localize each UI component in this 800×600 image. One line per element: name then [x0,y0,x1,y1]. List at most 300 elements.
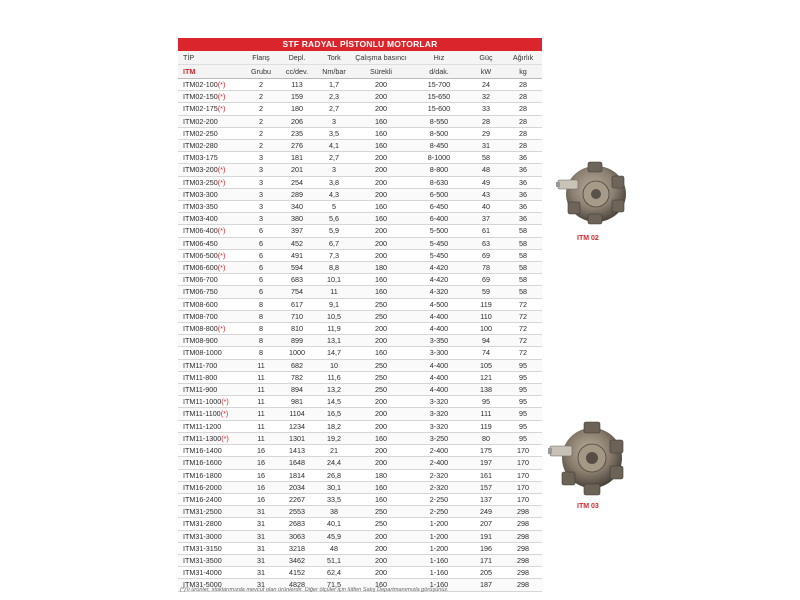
flans-cell: 11 [244,432,278,444]
guc-cell: 205 [468,567,504,579]
tork-cell: 24,4 [316,457,352,469]
guc-cell: 37 [468,213,504,225]
agirlik-cell: 58 [504,225,542,237]
tip-cell [178,249,244,261]
basinc-cell: 250 [352,371,410,383]
depl-cell: 3063 [278,530,316,542]
tip-cell [178,79,244,91]
basinc-cell: 200 [352,79,410,91]
hiz-cell: 8-450 [410,140,468,152]
depl-cell: 452 [278,237,316,249]
agirlik-cell: 298 [504,530,542,542]
basinc-cell: 250 [352,359,410,371]
model-name: ITM02-175 [183,104,218,114]
guc-cell: 24 [468,79,504,91]
tip-cell [178,91,244,103]
guc-cell: 161 [468,469,504,481]
guc-cell: 43 [468,188,504,200]
table-row [178,567,542,579]
table-row [178,127,542,139]
model-name: ITM31-4000 [183,568,222,578]
basinc-cell: 200 [352,164,410,176]
tork-cell: 10,5 [316,310,352,322]
depl-cell: 1814 [278,469,316,481]
depl-cell: 491 [278,249,316,261]
flans-cell: 31 [244,518,278,530]
tip-cell [178,457,244,469]
table-row [178,493,542,505]
tork-cell: 45,9 [316,530,352,542]
header-unit-cell: Sürekli [352,65,410,79]
tork-cell: 62,4 [316,567,352,579]
flans-cell: 11 [244,371,278,383]
stock-marker: (*) [217,263,226,273]
tork-cell: 71,5 [316,579,352,591]
header-unit-cell: cc/dev. [278,65,316,79]
spec-sheet [178,38,542,592]
guc-cell: 175 [468,445,504,457]
model-name: ITM03-350 [183,202,218,212]
basinc-cell: 200 [352,237,410,249]
flans-cell: 8 [244,323,278,335]
basinc-cell: 160 [352,213,410,225]
agirlik-cell: 36 [504,152,542,164]
flans-cell: 3 [244,201,278,213]
flans-cell: 6 [244,249,278,261]
hiz-cell: 3-320 [410,420,468,432]
depl-cell: 1000 [278,347,316,359]
flans-cell: 16 [244,445,278,457]
agirlik-cell: 36 [504,176,542,188]
table-row [178,115,542,127]
basinc-cell: 160 [352,481,410,493]
depl-cell: 683 [278,274,316,286]
tip-cell [178,213,244,225]
flans-cell: 31 [244,542,278,554]
guc-cell: 137 [468,493,504,505]
hiz-cell: 3-320 [410,408,468,420]
guc-cell: 59 [468,286,504,298]
tork-cell: 11,9 [316,323,352,335]
table-row [178,286,542,298]
tork-cell: 13,1 [316,335,352,347]
flans-cell: 31 [244,579,278,591]
model-name: ITM31-3150 [183,543,222,553]
header-cell: Ağırlık [504,51,542,65]
tip-cell [178,152,244,164]
tip-cell [178,469,244,481]
stock-marker: (*) [217,177,226,187]
flans-cell: 6 [244,274,278,286]
depl-cell: 810 [278,323,316,335]
depl-cell: 2034 [278,481,316,493]
tip-cell [178,432,244,444]
guc-cell: 49 [468,176,504,188]
agirlik-cell: 72 [504,335,542,347]
model-name: ITM02-250 [183,128,218,138]
model-name: ITM03-400 [183,214,218,224]
table-row [178,225,542,237]
tip-cell [178,371,244,383]
guc-cell: 197 [468,457,504,469]
stock-marker: (*) [217,92,226,102]
flans-cell: 11 [244,420,278,432]
tip-cell [178,396,244,408]
flans-cell: 3 [244,188,278,200]
table-row [178,164,542,176]
hiz-cell: 1-160 [410,579,468,591]
table-row [178,237,542,249]
flans-cell: 3 [244,213,278,225]
agirlik-cell: 95 [504,384,542,396]
agirlik-cell: 58 [504,286,542,298]
basinc-cell: 160 [352,274,410,286]
guc-cell: 28 [468,115,504,127]
table-row [178,323,542,335]
tip-cell [178,567,244,579]
tork-cell: 13,2 [316,384,352,396]
tork-cell: 3,5 [316,127,352,139]
agirlik-cell: 170 [504,457,542,469]
hiz-cell: 8-800 [410,164,468,176]
tork-cell: 2,3 [316,91,352,103]
guc-cell: 157 [468,481,504,493]
flans-cell: 8 [244,335,278,347]
guc-cell: 69 [468,274,504,286]
depl-cell: 1104 [278,408,316,420]
tip-cell [178,103,244,115]
model-name: ITM16-1400 [183,446,222,456]
basinc-cell: 250 [352,518,410,530]
depl-cell: 2683 [278,518,316,530]
tip-cell [178,445,244,457]
stock-marker: (*) [217,324,226,334]
tork-cell: 8,8 [316,262,352,274]
tork-cell: 4,3 [316,188,352,200]
guc-cell: 105 [468,359,504,371]
model-name: ITM03-250 [183,177,218,187]
guc-cell: 191 [468,530,504,542]
flans-cell: 3 [244,176,278,188]
tork-cell: 5,6 [316,213,352,225]
stock-marker: (*) [217,104,226,114]
flans-cell: 11 [244,396,278,408]
table-row [178,335,542,347]
guc-cell: 48 [468,164,504,176]
guc-cell: 61 [468,225,504,237]
depl-cell: 181 [278,152,316,164]
hiz-cell: 4-400 [410,359,468,371]
header-unit-cell: Grubu [244,65,278,79]
table-row [178,432,542,444]
tip-cell [178,286,244,298]
tork-cell: 9,1 [316,298,352,310]
hiz-cell: 3-300 [410,347,468,359]
flans-cell: 2 [244,91,278,103]
agirlik-cell: 298 [504,554,542,566]
basinc-cell: 160 [352,432,410,444]
model-name: ITM11-1200 [183,421,222,431]
model-name: ITM11-800 [183,372,218,382]
tip-cell [178,530,244,542]
flans-cell: 31 [244,506,278,518]
hiz-cell: 1-200 [410,530,468,542]
model-name: ITM31-3500 [183,555,222,565]
depl-cell: 289 [278,188,316,200]
table-body [178,79,542,592]
tork-cell: 3,8 [316,176,352,188]
model-name: ITM31-2800 [183,519,222,529]
depl-cell: 397 [278,225,316,237]
depl-cell: 682 [278,359,316,371]
hiz-cell: 1-200 [410,542,468,554]
basinc-cell: 200 [352,542,410,554]
hiz-cell: 2-250 [410,506,468,518]
tip-cell [178,506,244,518]
agirlik-cell: 72 [504,310,542,322]
basinc-cell: 160 [352,115,410,127]
tork-cell: 6,7 [316,237,352,249]
tip-cell [178,493,244,505]
guc-cell: 111 [468,408,504,420]
hiz-cell: 1-160 [410,554,468,566]
model-name: ITM11-700 [183,360,218,370]
guc-cell: 80 [468,432,504,444]
header-cell: Depl. [278,51,316,65]
guc-cell: 31 [468,140,504,152]
tip-cell [178,310,244,322]
tork-cell: 19,2 [316,432,352,444]
agirlik-cell: 95 [504,371,542,383]
basinc-cell: 160 [352,140,410,152]
tork-cell: 51,1 [316,554,352,566]
basinc-cell: 250 [352,384,410,396]
tork-cell: 3 [316,115,352,127]
guc-cell: 29 [468,127,504,139]
basinc-cell: 200 [352,103,410,115]
depl-cell: 235 [278,127,316,139]
header-row-2 [178,65,542,79]
agirlik-cell: 36 [504,213,542,225]
flans-cell: 2 [244,127,278,139]
guc-cell: 40 [468,201,504,213]
header-unit-cell: Nm/bar [316,65,352,79]
hiz-cell: 1-160 [410,567,468,579]
tork-cell: 16,5 [316,408,352,420]
model-name: ITM08-1000 [183,348,222,358]
header-row-1 [178,51,542,65]
guc-cell: 119 [468,298,504,310]
guc-cell: 33 [468,103,504,115]
hiz-cell: 5-450 [410,237,468,249]
basinc-cell: 200 [352,188,410,200]
table-row [178,152,542,164]
hiz-cell: 4-400 [410,323,468,335]
agirlik-cell: 95 [504,396,542,408]
table-row [178,103,542,115]
depl-cell: 1301 [278,432,316,444]
basinc-cell: 180 [352,469,410,481]
depl-cell: 340 [278,201,316,213]
flans-cell: 2 [244,115,278,127]
agirlik-cell: 28 [504,140,542,152]
flans-cell: 8 [244,298,278,310]
itm03-motor-image [548,412,626,497]
table-row [178,396,542,408]
model-name: ITM03-175 [183,153,218,163]
flans-cell: 16 [244,457,278,469]
tip-cell [178,347,244,359]
tip-cell [178,127,244,139]
basinc-cell: 200 [352,335,410,347]
tork-cell: 3 [316,164,352,176]
table-row [178,481,542,493]
basinc-cell: 200 [352,91,410,103]
hiz-cell: 6-500 [410,188,468,200]
flans-cell: 3 [244,152,278,164]
guc-cell: 110 [468,310,504,322]
basinc-cell: 160 [352,493,410,505]
tork-cell: 11 [316,286,352,298]
tork-cell: 2,7 [316,103,352,115]
basinc-cell: 200 [352,152,410,164]
flans-cell: 16 [244,469,278,481]
model-name: ITM31-5000 [183,580,222,590]
footnote: (*)'lı ürünler, stoklarımızda mevcut olan ürünlerdir. Diğer ölçüler için lütfen Satış Departmanımızla görüşünüz. [180,587,449,593]
depl-cell: 617 [278,298,316,310]
hiz-cell: 4-400 [410,310,468,322]
tip-cell [178,201,244,213]
table-row [178,420,542,432]
table-row [178,445,542,457]
flans-cell: 2 [244,140,278,152]
flans-cell: 6 [244,262,278,274]
agirlik-cell: 58 [504,262,542,274]
stock-marker: (*) [221,433,229,443]
guc-cell: 78 [468,262,504,274]
basinc-cell: 160 [352,347,410,359]
agirlik-cell: 95 [504,408,542,420]
flans-cell: 11 [244,359,278,371]
basinc-cell: 200 [352,567,410,579]
tip-cell [178,481,244,493]
agirlik-cell: 170 [504,469,542,481]
flans-cell: 31 [244,554,278,566]
header-cell: Güç [468,51,504,65]
guc-cell: 196 [468,542,504,554]
tork-cell: 10 [316,359,352,371]
guc-cell: 100 [468,323,504,335]
table-row [178,274,542,286]
hiz-cell: 4-420 [410,274,468,286]
tip-cell [178,359,244,371]
hiz-cell: 4-400 [410,384,468,396]
agirlik-cell: 28 [504,91,542,103]
table-row [178,518,542,530]
model-name: ITM06-450 [183,238,218,248]
depl-cell: 754 [278,286,316,298]
table-row [178,188,542,200]
tork-cell: 7,3 [316,249,352,261]
agirlik-cell: 95 [504,432,542,444]
basinc-cell: 200 [352,176,410,188]
basinc-cell: 200 [352,396,410,408]
tip-cell [178,140,244,152]
guc-cell: 95 [468,396,504,408]
header-cell: Tork [316,51,352,65]
agirlik-cell: 58 [504,237,542,249]
model-name: ITM16-2400 [183,494,222,504]
agirlik-cell: 36 [504,188,542,200]
flans-cell: 11 [244,408,278,420]
hiz-cell: 15-650 [410,91,468,103]
basinc-cell: 160 [352,201,410,213]
stock-marker: (*) [220,409,229,419]
header-unit-cell: d/dak. [410,65,468,79]
table-row [178,506,542,518]
guc-cell: 171 [468,554,504,566]
agirlik-cell: 72 [504,347,542,359]
depl-cell: 894 [278,384,316,396]
model-name: ITM06-600 [183,263,218,273]
basinc-cell: 200 [352,249,410,261]
agirlik-cell: 28 [504,115,542,127]
guc-cell: 32 [468,91,504,103]
hiz-cell: 8-1000 [410,152,468,164]
basinc-cell: 250 [352,506,410,518]
guc-cell: 138 [468,384,504,396]
agirlik-cell: 36 [504,164,542,176]
model-name: ITM31-3000 [183,531,222,541]
tork-cell: 40,1 [316,518,352,530]
model-name: ITM03-300 [183,189,218,199]
stock-marker: (*) [221,397,229,407]
table-row [178,91,542,103]
agirlik-cell: 58 [504,249,542,261]
motor-spec-table [178,51,542,592]
hiz-cell: 4-500 [410,298,468,310]
tip-cell [178,176,244,188]
model-name: ITM03-200 [183,165,218,175]
basinc-cell: 200 [352,225,410,237]
guc-cell: 121 [468,371,504,383]
header-unit-cell: kW [468,65,504,79]
model-name: ITM16-1600 [183,458,222,468]
agirlik-cell: 28 [504,103,542,115]
basinc-cell: 200 [352,554,410,566]
model-name: ITM08-700 [183,311,218,321]
depl-cell: 206 [278,115,316,127]
depl-cell: 159 [278,91,316,103]
depl-cell: 3462 [278,554,316,566]
model-name: ITM08-900 [183,336,218,346]
table-row [178,554,542,566]
model-name: ITM02-280 [183,141,218,151]
table-row [178,262,542,274]
agirlik-cell: 28 [504,79,542,91]
basinc-cell: 200 [352,408,410,420]
agirlik-cell: 298 [504,542,542,554]
header-cell: TİP [178,51,244,65]
tip-cell [178,164,244,176]
tork-cell: 10,1 [316,274,352,286]
stock-marker: (*) [217,165,226,175]
basinc-cell: 160 [352,579,410,591]
basinc-cell: 250 [352,298,410,310]
flans-cell: 6 [244,286,278,298]
agirlik-cell: 298 [504,579,542,591]
depl-cell: 4152 [278,567,316,579]
